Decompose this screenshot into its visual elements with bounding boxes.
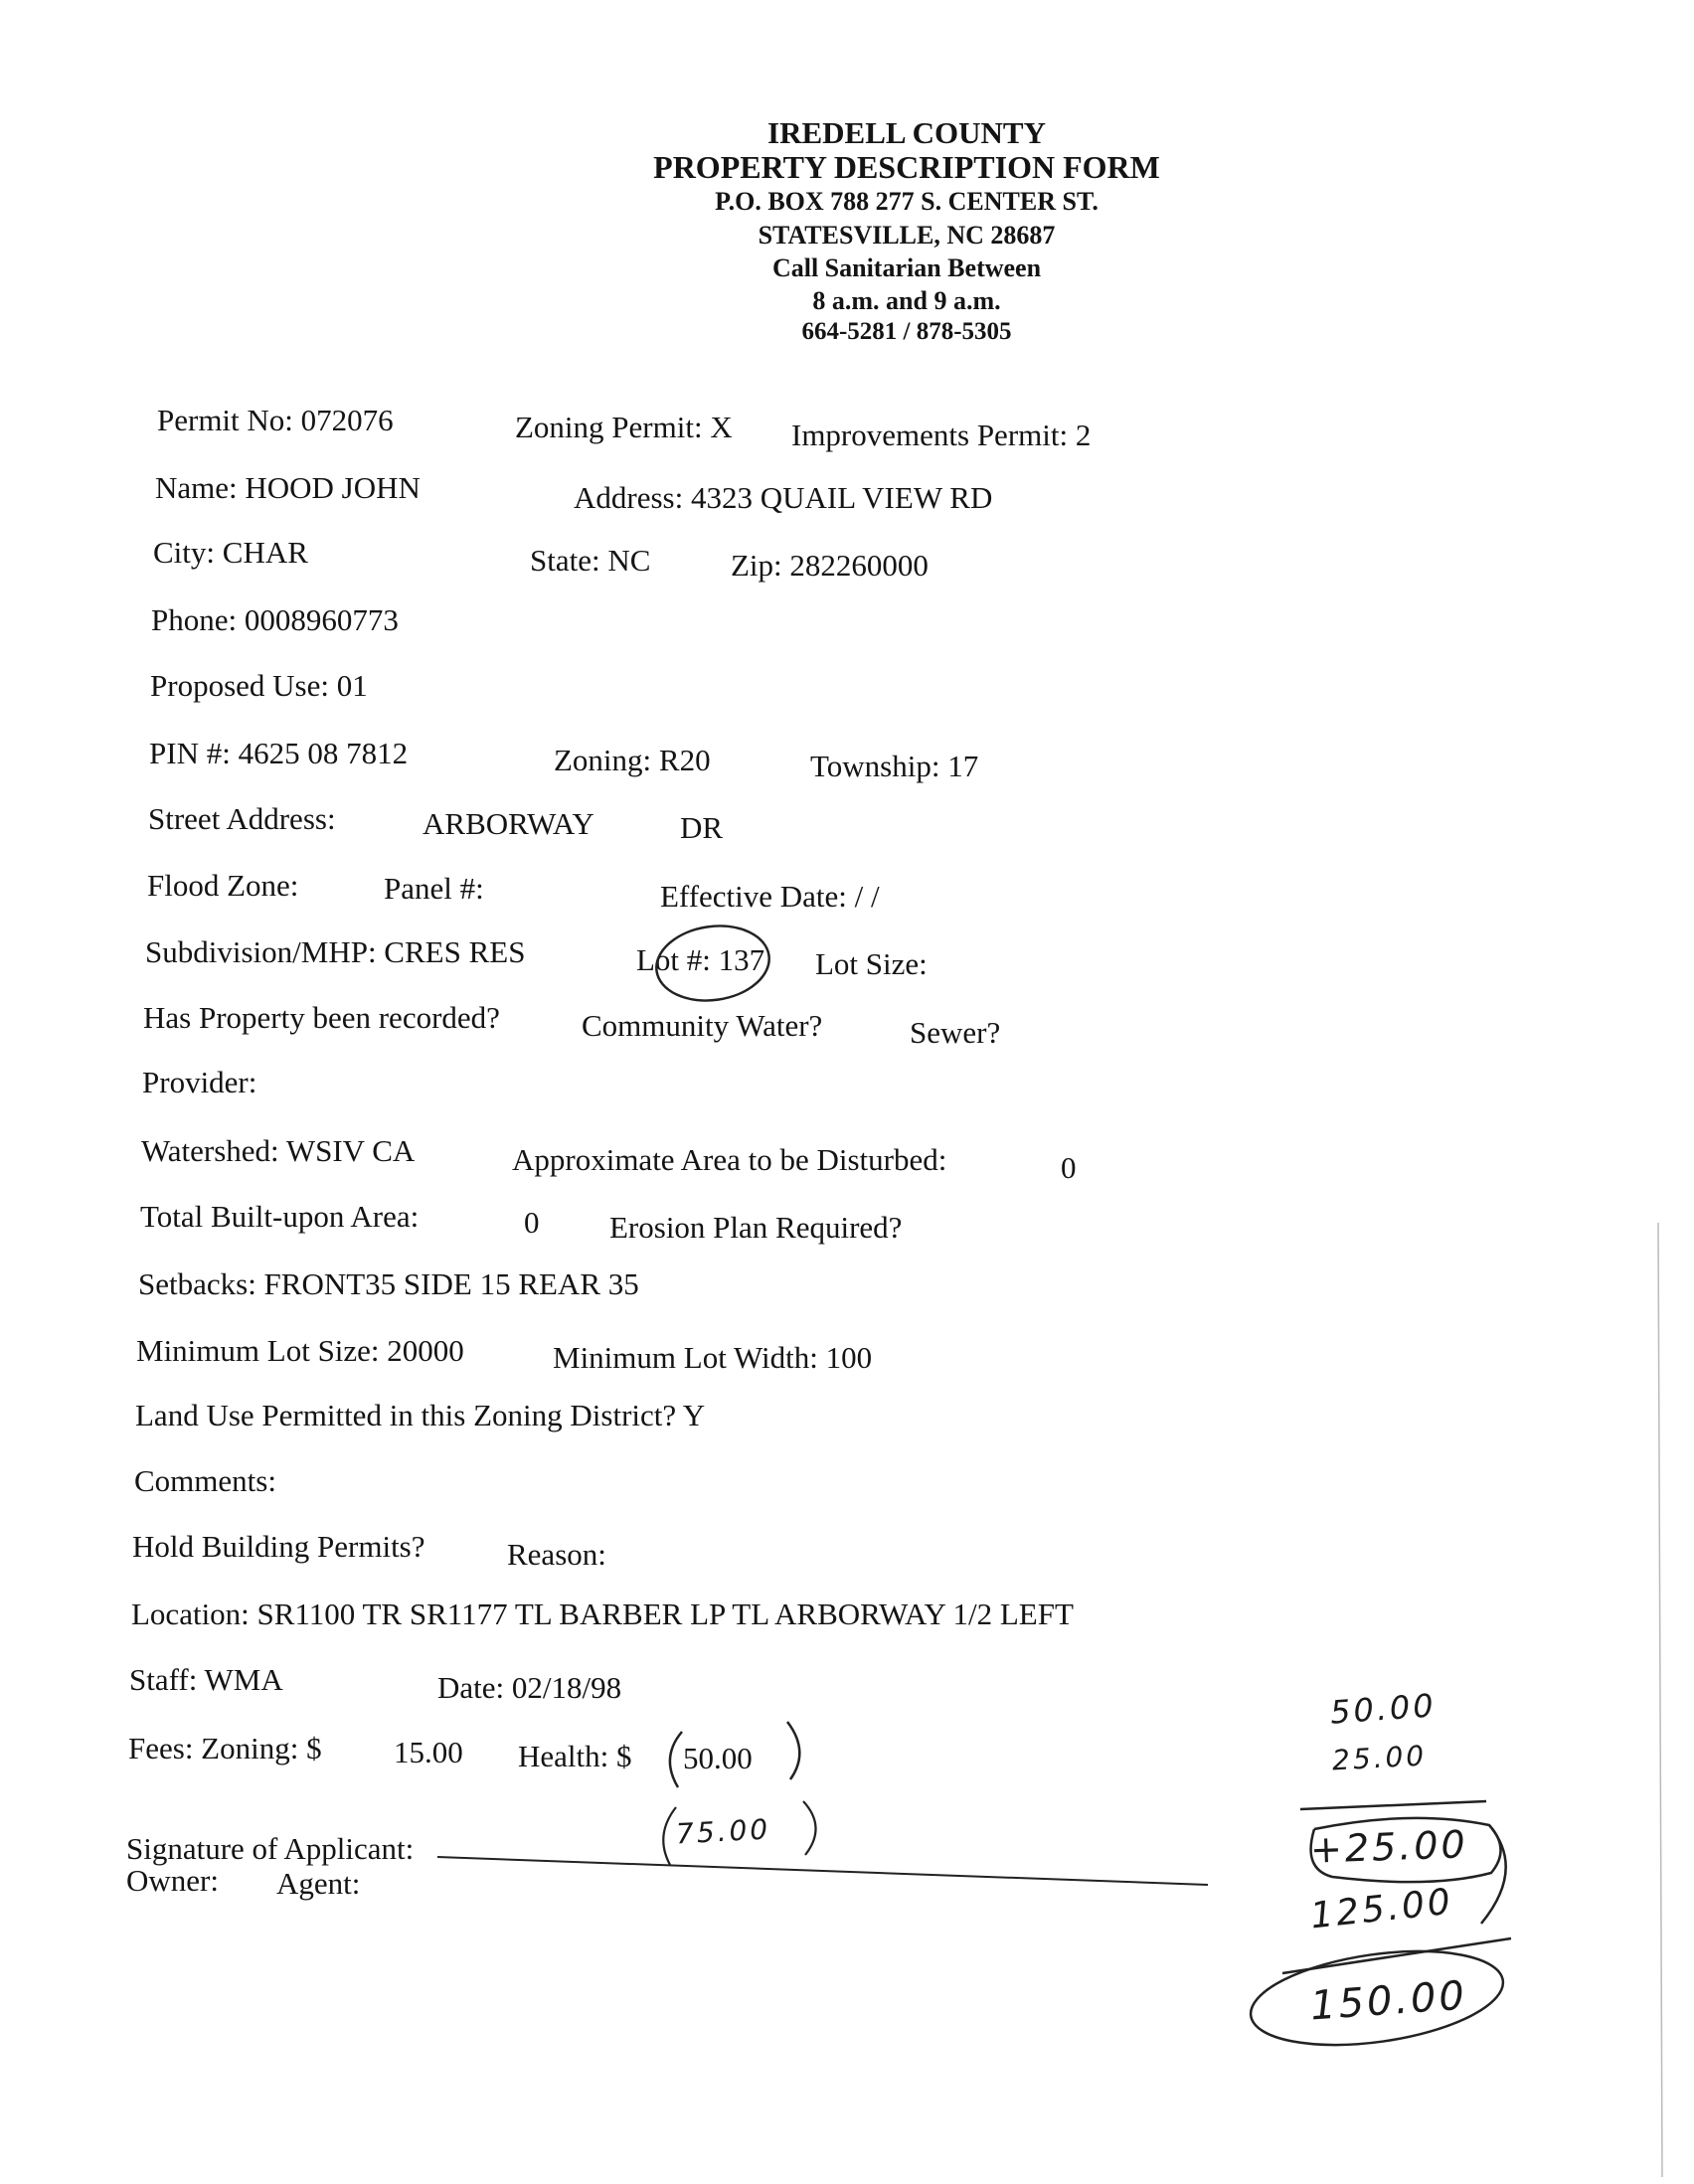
applicant-address: Address: 4323 QUAIL VIEW RD bbox=[574, 480, 993, 515]
applicant-state: State: NC bbox=[530, 543, 651, 578]
handwritten-total: 150.00 bbox=[1308, 1972, 1469, 2030]
improvements-permit: Improvements Permit: 2 bbox=[791, 418, 1092, 452]
built-upon-area-label: Total Built-upon Area: bbox=[140, 1199, 420, 1234]
zoning-permit: Zoning Permit: X bbox=[515, 410, 733, 444]
health-fee-left-paren bbox=[670, 1732, 682, 1787]
setbacks: Setbacks: FRONT35 SIDE 15 REAR 35 bbox=[138, 1266, 639, 1301]
handwritten-under-health: 75.00 bbox=[675, 1812, 771, 1851]
under-health-left-paren bbox=[663, 1807, 676, 1865]
bracket-curve bbox=[1481, 1825, 1506, 1924]
handwritten-line-3: +25.00 bbox=[1309, 1822, 1469, 1872]
provider: Provider: bbox=[142, 1065, 257, 1099]
street-name: ARBORWAY bbox=[423, 806, 594, 841]
street-address-label: Street Address: bbox=[148, 801, 336, 836]
panel-number: Panel #: bbox=[384, 871, 484, 906]
staff: Staff: WMA bbox=[129, 1662, 283, 1697]
area-disturbed: Approximate Area to be Disturbed: bbox=[512, 1142, 947, 1177]
form-date: Date: 02/18/98 bbox=[437, 1670, 622, 1705]
under-health-right-paren bbox=[803, 1801, 816, 1855]
office-city: STATESVILLE, NC 28687 bbox=[758, 221, 1056, 250]
office-address: P.O. BOX 788 277 S. CENTER ST. bbox=[715, 187, 1099, 216]
fees-zoning-value: 15.00 bbox=[394, 1735, 463, 1769]
lot-size: Lot Size: bbox=[815, 946, 928, 981]
applicant-phone: Phone: 0008960773 bbox=[151, 602, 399, 637]
hold-reason: Reason: bbox=[507, 1537, 606, 1572]
page-edge-mark bbox=[1658, 1223, 1662, 2177]
applicant-zip: Zip: 282260000 bbox=[731, 548, 929, 583]
handwritten-line-1: 50.00 bbox=[1328, 1686, 1438, 1732]
total-rule bbox=[1282, 1938, 1511, 1973]
area-disturbed-value: 0 bbox=[1061, 1150, 1077, 1185]
permit-no: Permit No: 072076 bbox=[157, 403, 394, 437]
property-recorded: Has Property been recorded? bbox=[143, 1000, 500, 1035]
sewer: Sewer? bbox=[910, 1015, 1001, 1050]
health-fee-right-paren bbox=[787, 1722, 799, 1779]
zoning: Zoning: R20 bbox=[554, 743, 711, 777]
street-suffix: DR bbox=[680, 810, 724, 845]
fees-zoning-label: Fees: Zoning: $ bbox=[128, 1731, 322, 1765]
location-directions: Location: SR1100 TR SR1177 TL BARBER LP TL ARBORWAY 1/2 LEFT bbox=[131, 1596, 1074, 1631]
fees-health-label: Health: $ bbox=[518, 1739, 632, 1773]
community-water: Community Water? bbox=[582, 1008, 823, 1043]
agent-label: Agent: bbox=[276, 1866, 361, 1901]
applicant-city: City: CHAR bbox=[153, 535, 308, 570]
proposed-use: Proposed Use: 01 bbox=[150, 668, 368, 703]
signature-label: Signature of Applicant: bbox=[126, 1831, 415, 1866]
handwritten-line-2: 25.00 bbox=[1331, 1739, 1428, 1777]
form-title: PROPERTY DESCRIPTION FORM bbox=[653, 149, 1160, 185]
minimum-lot-size: Minimum Lot Size: 20000 bbox=[136, 1333, 464, 1368]
call-hours: 8 a.m. and 9 a.m. bbox=[812, 286, 1001, 315]
pin-number: PIN #: 4625 08 7812 bbox=[149, 736, 409, 770]
county-title: IREDELL COUNTY bbox=[767, 115, 1046, 150]
minimum-lot-width: Minimum Lot Width: 100 bbox=[553, 1340, 873, 1375]
land-use-permitted: Land Use Permitted in this Zoning District? Y bbox=[135, 1398, 706, 1432]
hold-building-permits: Hold Building Permits? bbox=[132, 1529, 425, 1564]
handwritten-line-4: 125.00 bbox=[1308, 1881, 1455, 1937]
comments: Comments: bbox=[134, 1463, 276, 1498]
fees-health-value: 50.00 bbox=[683, 1741, 753, 1775]
applicant-name: Name: HOOD JOHN bbox=[155, 470, 421, 505]
call-sanitarian: Call Sanitarian Between bbox=[771, 253, 1042, 282]
township: Township: 17 bbox=[810, 749, 979, 783]
erosion-plan: Erosion Plan Required? bbox=[609, 1210, 903, 1245]
office-phone: 664-5281 / 878-5305 bbox=[801, 318, 1012, 345]
subdivision: Subdivision/MHP: CRES RES bbox=[145, 934, 526, 969]
effective-date: Effective Date: / / bbox=[660, 879, 880, 914]
flood-zone: Flood Zone: bbox=[147, 868, 299, 903]
owner-label: Owner: bbox=[126, 1863, 219, 1898]
watershed: Watershed: WSIV CA bbox=[141, 1133, 416, 1168]
built-upon-area-value: 0 bbox=[524, 1205, 540, 1240]
subtotal-rule bbox=[1300, 1801, 1486, 1809]
lot-number: Lot #: 137 bbox=[636, 942, 765, 977]
signature-line bbox=[437, 1857, 1208, 1885]
